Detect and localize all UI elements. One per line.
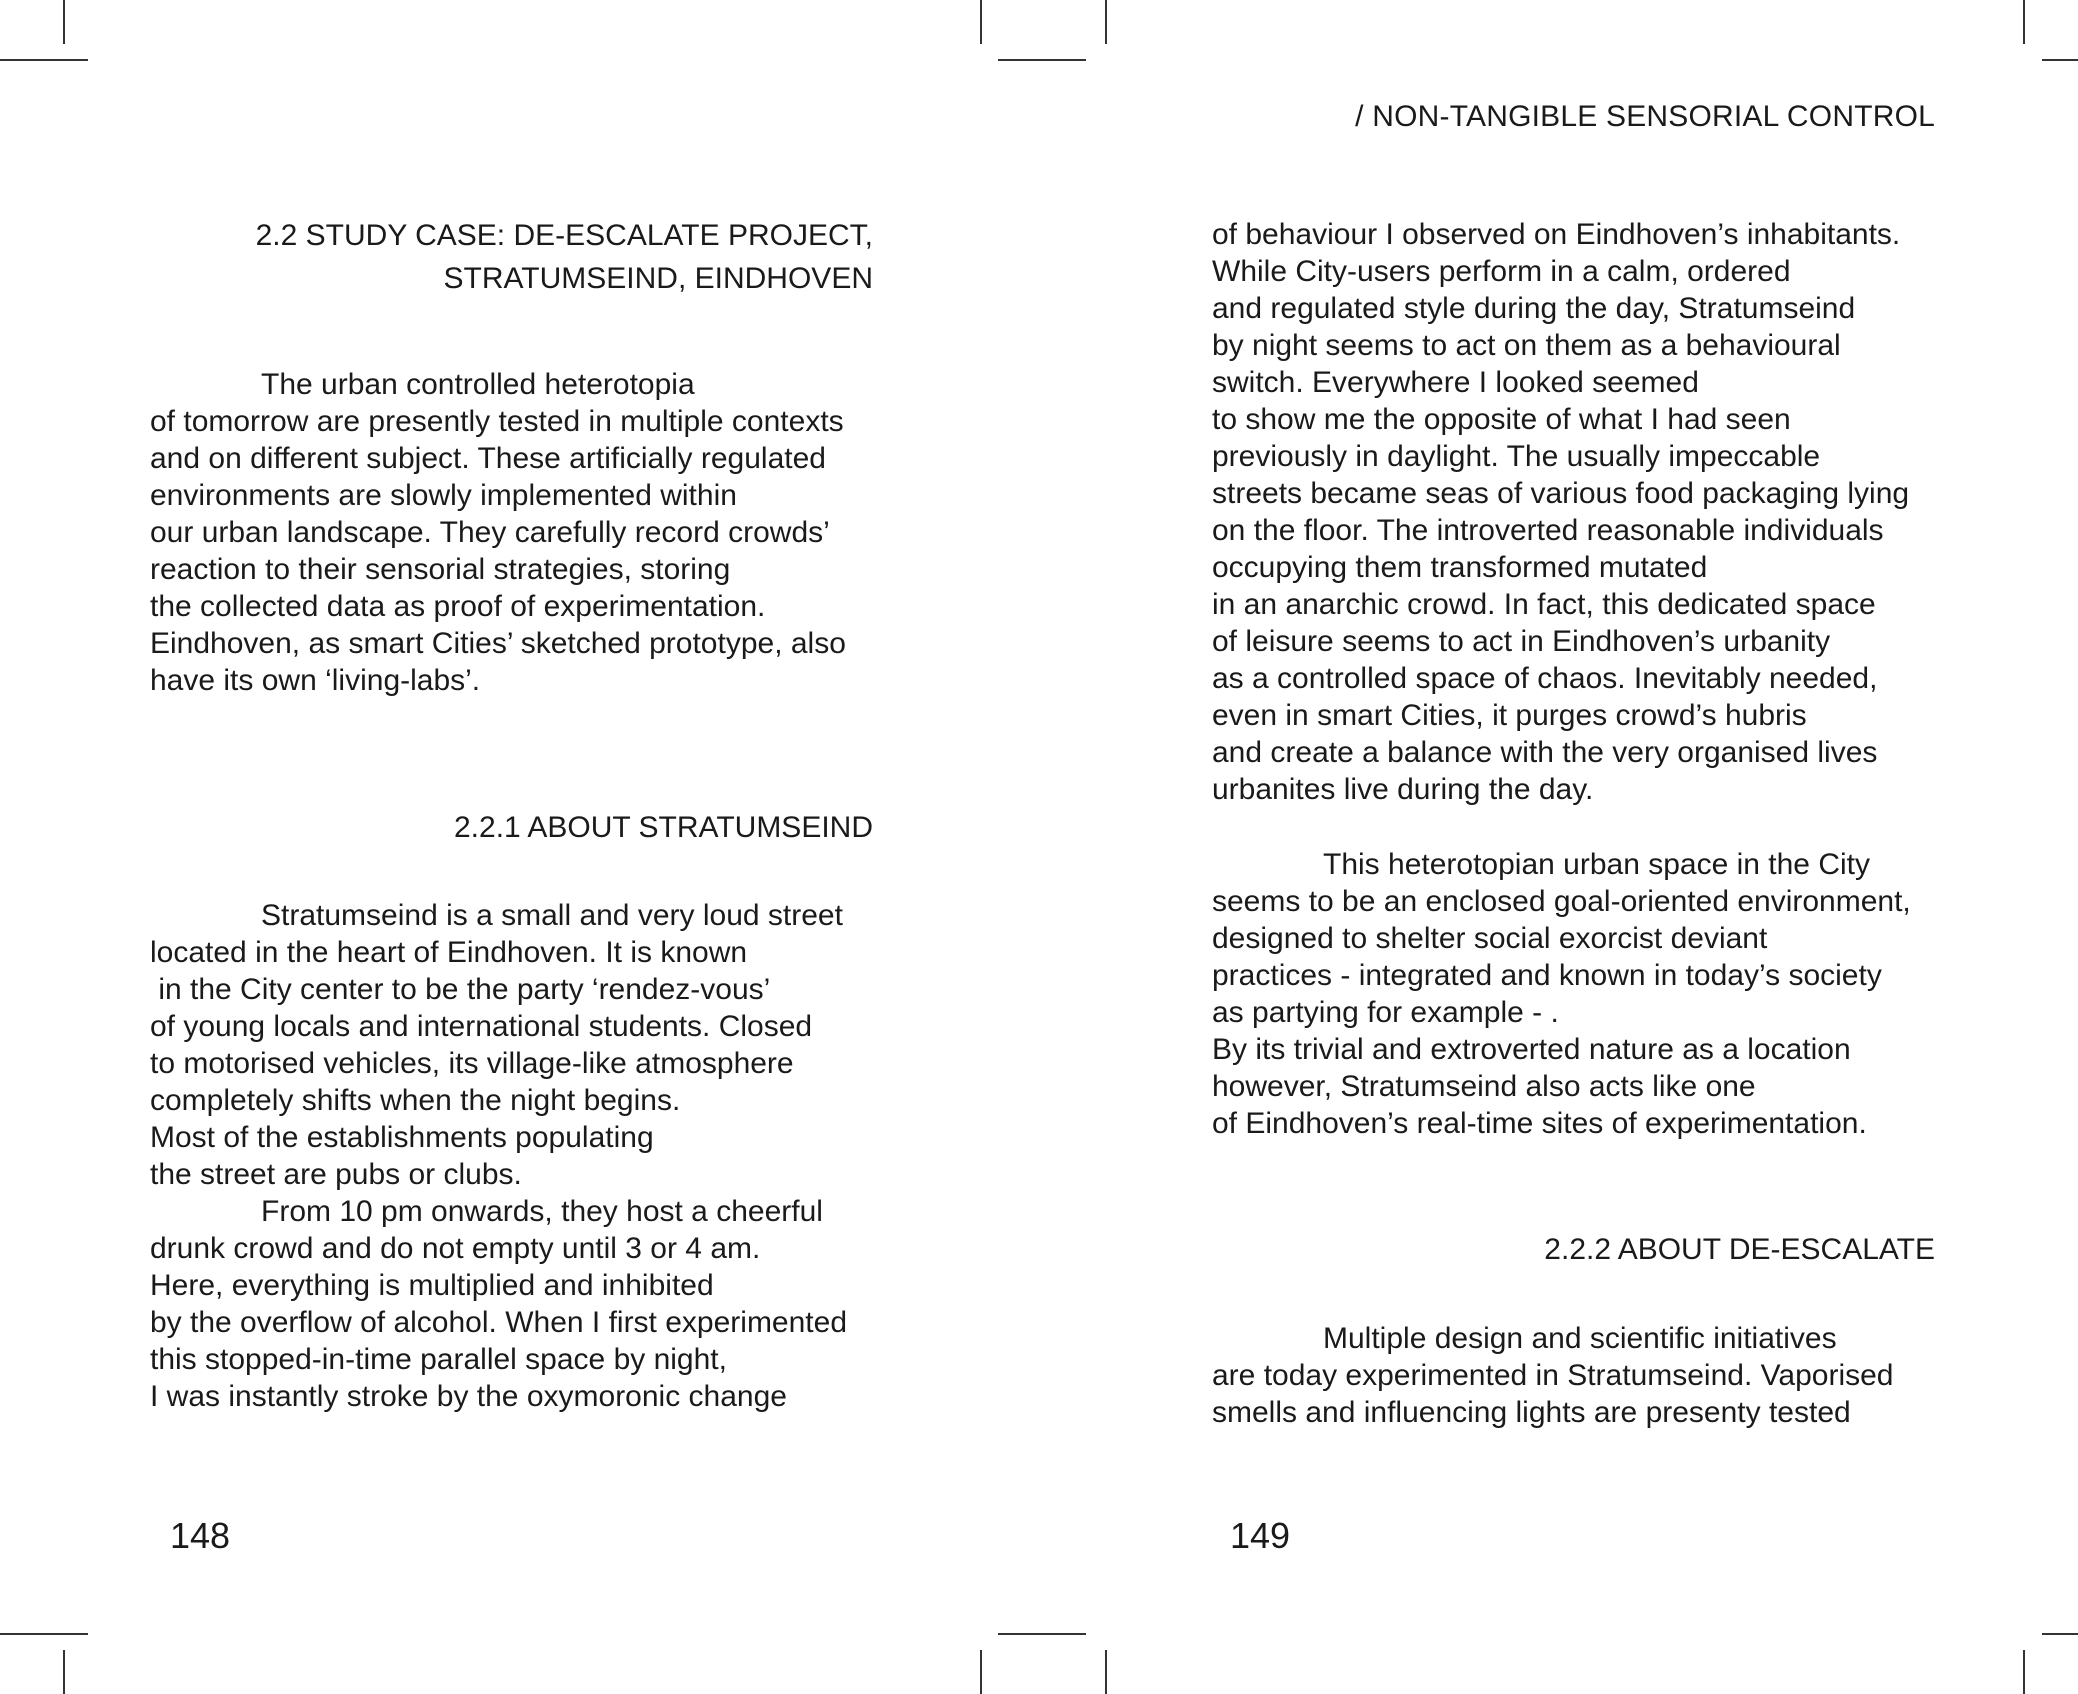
crop-mark xyxy=(0,59,88,61)
text-line: seems to be an enclosed goal-oriented environment, xyxy=(1212,885,1911,918)
text-line: environments are slowly implemented within xyxy=(150,479,737,512)
text-line: as a controlled space of chaos. Inevitably needed, xyxy=(1212,662,1878,695)
text-line: From 10 pm onwards, they host a cheerful xyxy=(261,1195,823,1228)
intro-paragraph xyxy=(150,366,846,699)
text-line: While City-users perform in a calm, ordered xyxy=(1212,255,1791,288)
crop-mark xyxy=(998,59,1086,61)
text-line: reaction to their sensorial strategies, storing xyxy=(150,553,731,586)
section-heading xyxy=(256,214,873,300)
crop-mark xyxy=(998,1633,1086,1635)
text-line: and on different subject. These artificially regulated xyxy=(150,442,826,475)
heading-line: 2.2 STUDY CASE: DE-ESCALATE PROJECT, xyxy=(255,219,873,252)
text-line: by night seems to act on them as a behavioural xyxy=(1212,329,1841,362)
text-line: located in the heart of Eindhoven. It is known xyxy=(150,936,748,969)
subsection-heading: 2.2.1 ABOUT STRATUMSEIND xyxy=(454,811,873,844)
text-line: urbanites live during the day. xyxy=(1212,773,1594,806)
text-line: occupying them transformed mutated xyxy=(1212,551,1708,584)
crop-mark xyxy=(2042,59,2078,61)
text-line: our urban landscape. They carefully record crowds’ xyxy=(150,516,830,549)
text-line: designed to shelter social exorcist deviant xyxy=(1212,922,1768,955)
text-line: Multiple design and scientific initiatives xyxy=(1323,1322,1837,1355)
text-line: however, Stratumseind also acts like one xyxy=(1212,1070,1756,1103)
text-line: smells and influencing lights are presenty tested xyxy=(1212,1396,1851,1429)
crop-mark xyxy=(1105,0,1107,44)
text-line: in an anarchic crowd. In fact, this dedicated space xyxy=(1212,588,1876,621)
heading-line: STRATUMSEIND, EINDHOVEN xyxy=(443,262,873,295)
crop-mark xyxy=(63,1650,65,1694)
text-line: practices - integrated and known in today’s society xyxy=(1212,959,1882,992)
text-line: drunk crowd and do not empty until 3 or 4 am. xyxy=(150,1232,761,1265)
body-paragraph xyxy=(150,897,847,1415)
text-line: in the City center to be the party ‘rendez-vous’ xyxy=(150,973,771,1006)
text-line: by the overflow of alcohol. When I first experimented xyxy=(150,1306,848,1339)
text-line: on the floor. The introverted reasonable individuals xyxy=(1212,514,1884,547)
text-line: The urban controlled heterotopia xyxy=(261,368,695,401)
text-line: This heterotopian urban space in the City xyxy=(1323,848,1870,881)
crop-mark xyxy=(2023,1650,2025,1694)
text-line: and create a balance with the very organised lives xyxy=(1212,736,1878,769)
body-paragraph xyxy=(1212,1320,1894,1431)
text-line: Eindhoven, as smart Cities’ sketched prototype, also xyxy=(150,627,846,660)
crop-mark xyxy=(2042,1633,2078,1635)
page-number: 149 xyxy=(1230,1515,1291,1556)
crop-mark xyxy=(1105,1650,1107,1694)
text-line: Most of the establishments populating xyxy=(150,1121,654,1154)
text-line: completely shifts when the night begins. xyxy=(150,1084,681,1117)
text-line: of tomorrow are presently tested in multiple contexts xyxy=(150,405,844,438)
body-paragraph xyxy=(1212,216,1909,808)
text-line: of young locals and international students. Closed xyxy=(150,1010,813,1043)
body-paragraph xyxy=(1212,846,1911,1142)
crop-mark xyxy=(980,1650,982,1694)
text-line: switch. Everywhere I looked seemed xyxy=(1212,366,1699,399)
running-head: / NON-TANGIBLE SENSORIAL CONTROL xyxy=(1355,100,1935,133)
subsection-heading: 2.2.2 ABOUT DE-ESCALATE xyxy=(1544,1233,1935,1266)
text-line: to show me the opposite of what I had seen xyxy=(1212,403,1791,436)
text-line: the street are pubs or clubs. xyxy=(150,1158,522,1191)
text-line: of Eindhoven’s real-time sites of experimentation. xyxy=(1212,1107,1867,1140)
text-line: and regulated style during the day, Stratumseind xyxy=(1212,292,1856,325)
text-line: previously in daylight. The usually impeccable xyxy=(1212,440,1821,473)
text-line: By its trivial and extroverted nature as a location xyxy=(1212,1033,1851,1066)
text-line: streets became seas of various food packaging lying xyxy=(1212,477,1910,510)
crop-mark xyxy=(2023,0,2025,44)
text-line: Here, everything is multiplied and inhibited xyxy=(150,1269,714,1302)
text-line: of leisure seems to act in Eindhoven’s urbanity xyxy=(1212,625,1831,658)
crop-mark xyxy=(0,1633,88,1635)
text-line: have its own ‘living-labs’. xyxy=(150,664,481,697)
crop-mark xyxy=(63,0,65,44)
text-line: even in smart Cities, it purges crowd’s hubris xyxy=(1212,699,1807,732)
crop-mark xyxy=(980,0,982,44)
text-line: to motorised vehicles, its village-like atmosphere xyxy=(150,1047,794,1080)
text-line: as partying for example - . xyxy=(1212,996,1559,1029)
page-number: 148 xyxy=(170,1515,231,1556)
text-line: the collected data as proof of experimentation. xyxy=(150,590,766,623)
text-line: of behaviour I observed on Eindhoven’s inhabitants. xyxy=(1212,218,1901,251)
text-line: are today experimented in Stratumseind. Vaporised xyxy=(1212,1359,1894,1392)
text-line: Stratumseind is a small and very loud street xyxy=(261,899,843,932)
text-line: I was instantly stroke by the oxymoronic change xyxy=(150,1380,787,1413)
text-line: this stopped-in-time parallel space by night, xyxy=(150,1343,727,1376)
